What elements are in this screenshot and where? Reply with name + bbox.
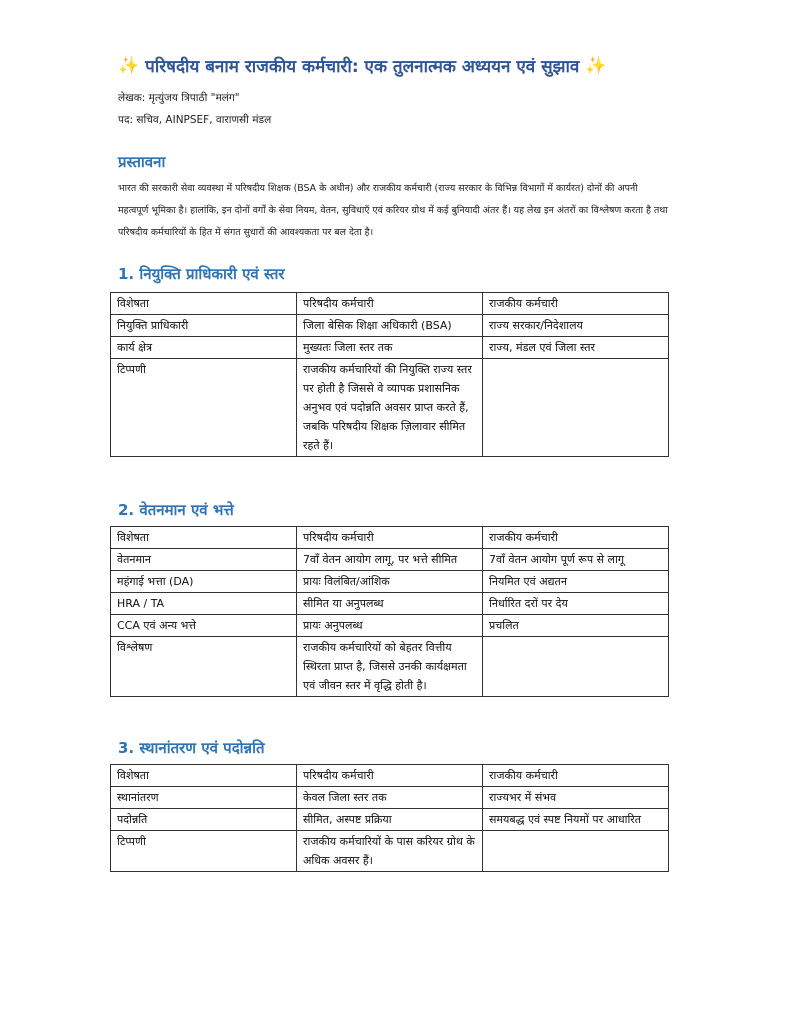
table-cell: प्रचलित bbox=[483, 615, 669, 637]
table-row bbox=[111, 637, 669, 697]
table-cell: 7वाँ वेतन आयोग लागू, पर भत्ते सीमित bbox=[297, 549, 483, 571]
table-cell: जिला बेसिक शिक्षा अधिकारी (BSA) bbox=[297, 315, 483, 337]
section-heading: 2. वेतनमान एवं भत्ते bbox=[118, 501, 234, 519]
table-cell: राजकीय कर्मचारियों को बेहतर वित्तीय स्थिरता प्राप्त है, जिससे उनकी कार्यक्षमता एवं जीवन स्तर में वृद्धि होती है। bbox=[297, 637, 483, 697]
table-cell: केवल जिला स्तर तक bbox=[297, 787, 483, 809]
table-row bbox=[111, 787, 669, 809]
table-cell: परिषदीय कर्मचारी bbox=[297, 765, 483, 787]
table-cell: नियमित एवं अद्यतन bbox=[483, 571, 669, 593]
table-cell: महंगाई भत्ता (DA) bbox=[111, 571, 297, 593]
table-header-row bbox=[111, 765, 669, 787]
table-cell: समयबद्ध एवं स्पष्ट नियमों पर आधारित bbox=[483, 809, 669, 831]
table-cell: नियुक्ति प्राधिकारी bbox=[111, 315, 297, 337]
table-cell: विशेषता bbox=[111, 527, 297, 549]
table-cell: विशेषता bbox=[111, 293, 297, 315]
table-cell: मुख्यतः जिला स्तर तक bbox=[297, 337, 483, 359]
table-cell: विश्लेषण bbox=[111, 637, 297, 697]
table-cell: सीमित या अनुपलब्ध bbox=[297, 593, 483, 615]
table-cell: परिषदीय कर्मचारी bbox=[297, 527, 483, 549]
table-row bbox=[111, 549, 669, 571]
table-cell: राजकीय कर्मचारी bbox=[483, 527, 669, 549]
comparison-table bbox=[110, 764, 669, 872]
table-cell: प्रायः विलंबित/आंशिक bbox=[297, 571, 483, 593]
table-cell: कार्य क्षेत्र bbox=[111, 337, 297, 359]
table-row bbox=[111, 337, 669, 359]
table-row bbox=[111, 809, 669, 831]
table-cell: राज्यभर में संभव bbox=[483, 787, 669, 809]
table-cell: सीमित, अस्पष्ट प्रक्रिया bbox=[297, 809, 483, 831]
table-cell: राजकीय कर्मचारी bbox=[483, 293, 669, 315]
table-row bbox=[111, 615, 669, 637]
table-header-row bbox=[111, 293, 669, 315]
table-cell: 7वाँ वेतन आयोग पूर्ण रूप से लागू bbox=[483, 549, 669, 571]
table-cell: HRA / TA bbox=[111, 593, 297, 615]
comparison-table bbox=[110, 526, 669, 697]
table-row bbox=[111, 831, 669, 872]
table-cell: राज्य सरकार/निदेशालय bbox=[483, 315, 669, 337]
table-row bbox=[111, 359, 669, 457]
intro-heading: प्रस्तावना bbox=[118, 153, 166, 171]
table-cell: पदोन्नति bbox=[111, 809, 297, 831]
table-cell: राजकीय कर्मचारियों की नियुक्ति राज्य स्तर पर होती है जिससे वे व्यापक प्रशासनिक अनुभव एवं पदोन्नति अवसर प्राप्त करते हैं, जबकि परिषदीय शिक्षक ज़िलावार सीमित रहते हैं। bbox=[297, 359, 483, 457]
section-heading: 3. स्थानांतरण एवं पदोन्नति bbox=[118, 739, 265, 757]
table-row bbox=[111, 315, 669, 337]
post-line: पद: सचिव, AINPSEF, वाराणसी मंडल bbox=[118, 114, 272, 126]
table-row bbox=[111, 593, 669, 615]
document-title-text: परिषदीय बनाम राजकीय कर्मचारी: एक तुलनात्मक अध्ययन एवं सुझाव bbox=[145, 57, 580, 77]
intro-paragraph: भारत की सरकारी सेवा व्यवस्था में परिषदीय शिक्षक (BSA के अधीन) और राजकीय कर्मचारी (राज्य सरकार के विभिन्न विभागों में कार्यरत) दोनों की अपनी महत्वपूर्ण भूमिका है। हालांकि, इन दोनों वर्गों के सेवा नियम, वेतन, सुविधाएँ एवं करियर ग्रोथ में कई बुनियादी अंतर हैं। यह लेख इन अंतरों का विश्लेषण करता है तथा परिषदीय कर्मचारियों के हित में संगत सुधारों की आवश्यकता पर बल देता है। bbox=[118, 183, 668, 238]
comparison-table bbox=[110, 292, 669, 457]
table-cell: राज्य, मंडल एवं जिला स्तर bbox=[483, 337, 669, 359]
document-title bbox=[118, 54, 678, 77]
sparkle-icon: ✨ bbox=[585, 55, 607, 76]
table-cell bbox=[483, 637, 669, 697]
table-cell: विशेषता bbox=[111, 765, 297, 787]
sparkle-icon: ✨ bbox=[118, 55, 140, 76]
author-line: लेखक: मृत्युंजय त्रिपाठी "मलंग" bbox=[118, 92, 240, 104]
table-cell: परिषदीय कर्मचारी bbox=[297, 293, 483, 315]
table-cell: टिप्पणी bbox=[111, 359, 297, 457]
table-header-row bbox=[111, 527, 669, 549]
table-cell bbox=[483, 831, 669, 872]
section-heading: 1. नियुक्ति प्राधिकारी एवं स्तर bbox=[118, 265, 285, 283]
table-cell: राजकीय कर्मचारियों के पास करियर ग्रोथ के अधिक अवसर हैं। bbox=[297, 831, 483, 872]
table-cell: प्रायः अनुपलब्ध bbox=[297, 615, 483, 637]
table-cell: वेतनमान bbox=[111, 549, 297, 571]
table-cell: निर्धारित दरों पर देय bbox=[483, 593, 669, 615]
table-cell: टिप्पणी bbox=[111, 831, 297, 872]
table-cell: CCA एवं अन्य भत्ते bbox=[111, 615, 297, 637]
table-row bbox=[111, 571, 669, 593]
table-cell: स्थानांतरण bbox=[111, 787, 297, 809]
table-cell: राजकीय कर्मचारी bbox=[483, 765, 669, 787]
table-cell bbox=[483, 359, 669, 457]
